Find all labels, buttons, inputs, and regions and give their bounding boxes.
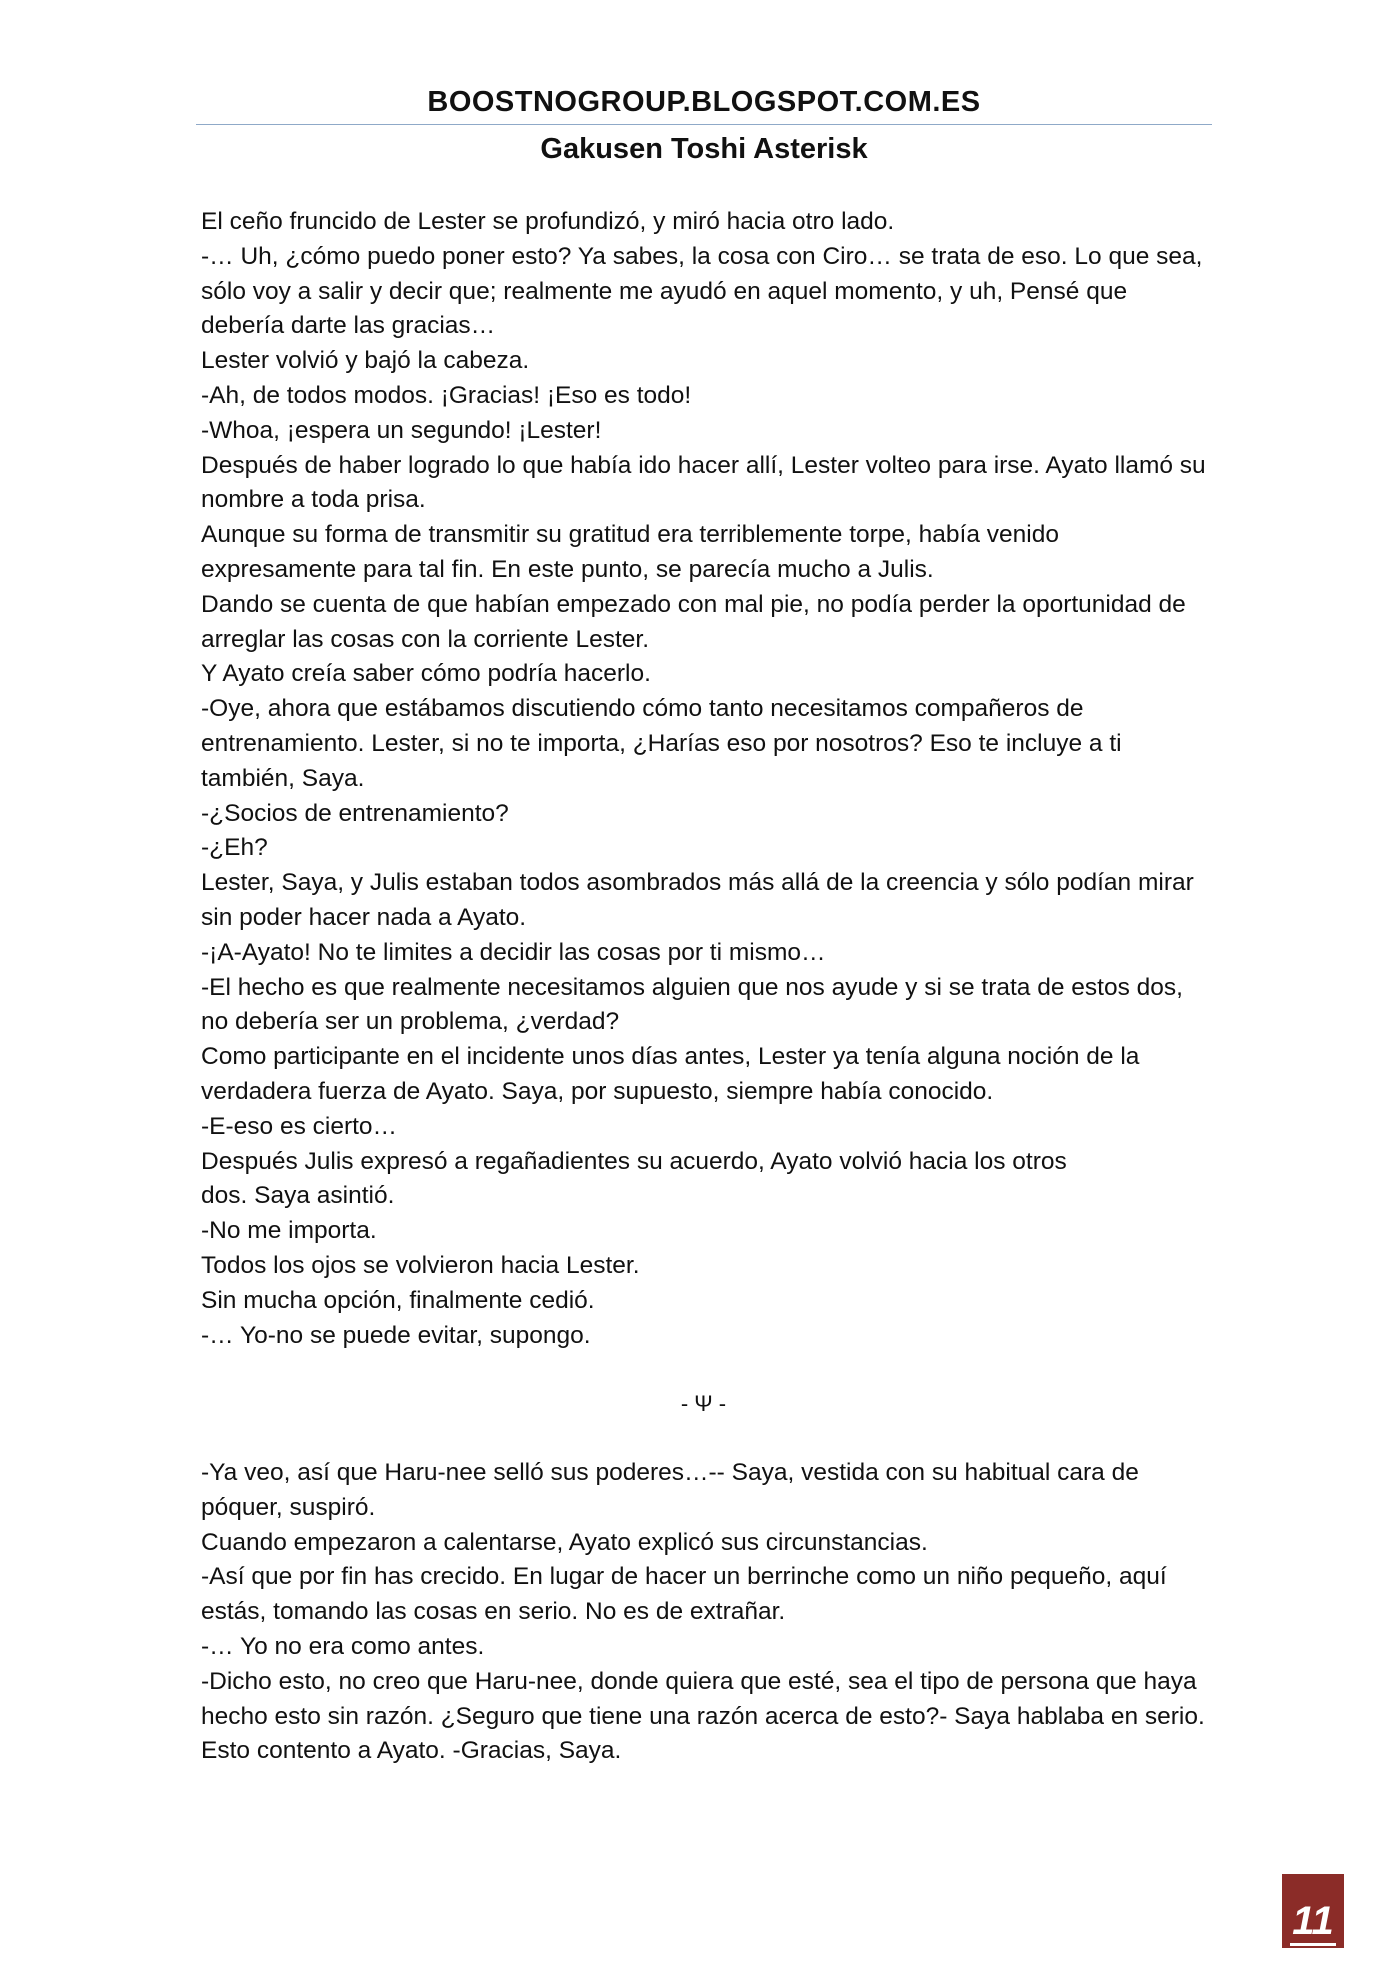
paragraph: Y Ayato creía saber cómo podría hacerlo.	[201, 660, 651, 688]
scene-separator: - Ψ -	[680, 1391, 727, 1417]
page-number-badge	[1282, 1874, 1344, 1948]
paragraph: Después de haber logrado lo que había ido hacer allí, Lester volteo para irse. Ayato llamó su nombre a toda prisa.	[201, 451, 1206, 514]
paragraph: -Ya veo, así que Haru-nee selló sus poderes…-- Saya, vestida con su habitual cara de póquer, suspiró.	[201, 1459, 1139, 1521]
paragraph: -Así que por fin has crecido. En lugar de hacer un berrinche como un niño pequeño, aquí estás, tomando las cosas en serio. No es de extrañar.	[201, 1563, 1167, 1626]
paragraph: -… Yo-no se puede evitar, supongo.	[201, 1321, 591, 1349]
body-text	[201, 205, 1206, 1769]
page-header	[196, 84, 1212, 167]
paragraph: Dando se cuenta de que habían empezado con mal pie, no podía perder la oportunidad de arreglar las cosas con la corriente Lester.	[201, 590, 1186, 653]
paragraph: -… Uh, ¿cómo puedo poner esto? Ya sabes, la cosa con Ciro… se trata de eso. Lo que sea, sólo voy a salir y decir que; realmente me ayudó en aquel momento, y uh, Pensé que debería darte las gracias…	[201, 242, 1203, 340]
paragraph: dos. Saya asintió.	[201, 1182, 395, 1210]
paragraph: -¿Eh?	[201, 834, 268, 862]
paragraph: -¿Socios de entrenamiento?	[201, 799, 509, 827]
paragraph: Aunque su forma de transmitir su gratitud era terriblemente torpe, había venido expresamente para tal fin. En este punto, se parecía mucho a Julis.	[201, 521, 1059, 583]
paragraph: -E-eso es cierto…	[201, 1112, 398, 1140]
paragraph: -Ah, de todos modos. ¡Gracias! ¡Eso es todo!	[201, 381, 692, 409]
paragraph: -Oye, ahora que estábamos discutiendo cómo tanto necesitamos compañeros de entrenamiento. Lester, si no te importa, ¿Harías eso por nosotros? Eso te incluye a ti también, Saya.	[201, 695, 1122, 792]
paragraph: Como participante en el incidente unos días antes, Lester ya tenía alguna noción de la verdadera fuerza de Ayato. Saya, por supuesto, siempre había conocido.	[201, 1043, 1140, 1105]
paragraph: -El hecho es que realmente necesitamos alguien que nos ayude y si se trata de estos dos, no debería ser un problema, ¿verdad?	[201, 973, 1183, 1036]
paragraph: El ceño fruncido de Lester se profundizó, y miró hacia otro lado.	[201, 208, 895, 235]
paragraph: -… Yo no era como antes.	[201, 1633, 485, 1661]
paragraph: -No me importa.	[201, 1217, 377, 1245]
paragraph: Lester volvió y bajó la cabeza.	[201, 347, 530, 375]
paragraph: Después Julis expresó a regañadientes su acuerdo, Ayato volvió hacia los otros	[201, 1147, 1067, 1175]
paragraph: Sin mucha opción, finalmente cedió.	[201, 1286, 595, 1314]
paragraph: Todos los ojos se volvieron hacia Lester.	[201, 1251, 640, 1279]
book-title: Gakusen Toshi Asterisk	[540, 133, 868, 165]
paragraph: Cuando empezaron a calentarse, Ayato explicó sus circunstancias.	[201, 1528, 928, 1556]
site-title: BOOSTNOGROUP.BLOGSPOT.COM.ES	[427, 86, 981, 118]
page-number: 11	[1290, 1899, 1336, 1946]
paragraph: Esto contento a Ayato. -Gracias, Saya.	[201, 1737, 622, 1765]
header-divider	[196, 124, 1212, 125]
paragraph: -Dicho esto, no creo que Haru-nee, donde quiera que esté, sea el tipo de persona que haya hecho esto sin razón. ¿Seguro que tiene una razón acerca de esto?- Saya hablaba en serio.	[201, 1667, 1205, 1730]
paragraph: -Whoa, ¡espera un segundo! ¡Lester!	[201, 416, 602, 444]
paragraph: Lester, Saya, y Julis estaban todos asombrados más allá de la creencia y sólo podían mirar sin poder hacer nada a Ayato.	[201, 869, 1194, 931]
paragraph: -¡A-Ayato! No te limites a decidir las cosas por ti mismo…	[201, 938, 826, 966]
